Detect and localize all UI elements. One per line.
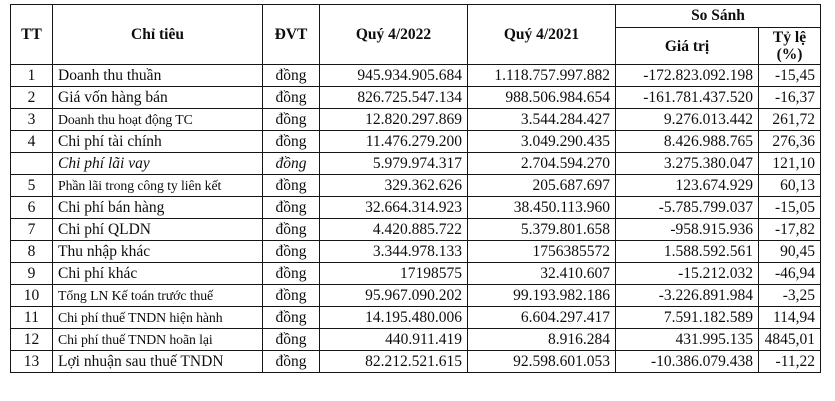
cell-tt: 11 [11, 307, 53, 329]
cell-q4-2022: 11.476.279.200 [320, 131, 468, 153]
cell-diff-value: -161.781.437.520 [616, 87, 759, 109]
cell-q4-2022: 4.420.885.722 [320, 219, 468, 241]
cell-unit: đồng [263, 175, 320, 197]
table-row [11, 329, 821, 351]
cell-indicator: Chi phí bán hàng [53, 197, 263, 219]
cell-indicator: Chi phí lãi vay [53, 153, 263, 175]
cell-tt: 8 [11, 241, 53, 263]
cell-indicator: Chi phí thuế TNDN hoãn lại [53, 329, 263, 351]
header-indicator: Chỉ tiêu [53, 5, 263, 65]
cell-unit: đồng [263, 241, 320, 263]
cell-indicator: Chi phí khác [53, 263, 263, 285]
cell-diff-value: -172.823.092.198 [616, 65, 759, 87]
cell-diff-value: -3.226.891.984 [616, 285, 759, 307]
cell-q4-2022: 82.212.521.615 [320, 351, 468, 373]
cell-q4-2021: 3.544.284.427 [468, 109, 616, 131]
cell-unit: đồng [263, 109, 320, 131]
cell-indicator: Chi phí tài chính [53, 131, 263, 153]
cell-q4-2022: 32.664.314.923 [320, 197, 468, 219]
cell-diff-value: -958.915.936 [616, 219, 759, 241]
cell-q4-2021: 1.118.757.997.882 [468, 65, 616, 87]
cell-indicator: Doanh thu hoạt động TC [53, 109, 263, 131]
table-row [11, 241, 821, 263]
cell-unit: đồng [263, 65, 320, 87]
cell-unit: đồng [263, 197, 320, 219]
cell-indicator: Chi phí thuế TNDN hiện hành [53, 307, 263, 329]
cell-unit: đồng [263, 307, 320, 329]
header-row-top [11, 5, 821, 28]
table-row [11, 307, 821, 329]
cell-tt: 13 [11, 351, 53, 373]
table-row [11, 65, 821, 87]
header-value: Giá trị [616, 28, 759, 65]
cell-tt: 1 [11, 65, 53, 87]
cell-diff-value: 123.674.929 [616, 175, 759, 197]
table-row [11, 285, 821, 307]
cell-q4-2022: 95.967.090.202 [320, 285, 468, 307]
table-row [11, 263, 821, 285]
table-row [11, 87, 821, 109]
header-ratio [759, 28, 821, 65]
cell-unit: đồng [263, 131, 320, 153]
cell-ratio: -11,22 [759, 351, 821, 373]
cell-indicator: Tổng LN Kế toán trước thuế [53, 285, 263, 307]
cell-q4-2021: 988.506.984.654 [468, 87, 616, 109]
cell-tt: 5 [11, 175, 53, 197]
cell-q4-2022: 12.820.297.869 [320, 109, 468, 131]
header-tt: TT [11, 5, 53, 65]
cell-indicator: Giá vốn hàng bán [53, 87, 263, 109]
cell-ratio: 114,94 [759, 307, 821, 329]
cell-q4-2022: 3.344.978.133 [320, 241, 468, 263]
cell-ratio: -15,05 [759, 197, 821, 219]
cell-tt [11, 153, 53, 175]
cell-q4-2022: 17198575 [320, 263, 468, 285]
cell-ratio: -3,25 [759, 285, 821, 307]
cell-q4-2021: 205.687.697 [468, 175, 616, 197]
cell-ratio: -16,37 [759, 87, 821, 109]
cell-q4-2021: 2.704.594.270 [468, 153, 616, 175]
cell-q4-2021: 6.604.297.417 [468, 307, 616, 329]
cell-q4-2021: 99.193.982.186 [468, 285, 616, 307]
cell-diff-value: 9.276.013.442 [616, 109, 759, 131]
cell-q4-2021: 5.379.801.658 [468, 219, 616, 241]
cell-tt: 12 [11, 329, 53, 351]
cell-q4-2021: 8.916.284 [468, 329, 616, 351]
cell-unit: đồng [263, 87, 320, 109]
cell-indicator: Doanh thu thuần [53, 65, 263, 87]
cell-diff-value: 8.426.988.765 [616, 131, 759, 153]
cell-ratio: 261,72 [759, 109, 821, 131]
cell-q4-2021: 3.049.290.435 [468, 131, 616, 153]
cell-diff-value: -10.386.079.438 [616, 351, 759, 373]
header-q4-2022: Quý 4/2022 [320, 5, 468, 65]
cell-q4-2022: 14.195.480.006 [320, 307, 468, 329]
cell-ratio: 276,36 [759, 131, 821, 153]
cell-q4-2022: 826.725.547.134 [320, 87, 468, 109]
cell-q4-2022: 945.934.905.684 [320, 65, 468, 87]
cell-diff-value: 431.995.135 [616, 329, 759, 351]
table-row [11, 197, 821, 219]
cell-unit: đồng [263, 329, 320, 351]
cell-diff-value: 1.588.592.561 [616, 241, 759, 263]
header-ratio-label: Tỷ lệ [772, 29, 807, 46]
cell-diff-value: 7.591.182.589 [616, 307, 759, 329]
cell-indicator: Lợi nhuận sau thuế TNDN [53, 351, 263, 373]
cell-tt: 4 [11, 131, 53, 153]
cell-q4-2021: 32.410.607 [468, 263, 616, 285]
cell-ratio: 90,45 [759, 241, 821, 263]
cell-ratio: -46,94 [759, 263, 821, 285]
cell-tt: 2 [11, 87, 53, 109]
cell-unit: đồng [263, 153, 320, 175]
cell-indicator: Phần lãi trong công ty liên kết [53, 175, 263, 197]
cell-q4-2021: 38.450.113.960 [468, 197, 616, 219]
cell-ratio: -15,45 [759, 65, 821, 87]
cell-tt: 6 [11, 197, 53, 219]
table-row [11, 131, 821, 153]
cell-ratio: -17,82 [759, 219, 821, 241]
financial-comparison-table [10, 4, 821, 373]
cell-indicator: Chi phí QLDN [53, 219, 263, 241]
cell-diff-value: -15.212.032 [616, 263, 759, 285]
header-q4-2021: Quý 4/2021 [468, 5, 616, 65]
cell-ratio: 60,13 [759, 175, 821, 197]
cell-unit: đồng [263, 351, 320, 373]
table-row [11, 351, 821, 373]
cell-tt: 10 [11, 285, 53, 307]
header-ratio-unit: (%) [776, 46, 803, 63]
cell-q4-2022: 329.362.626 [320, 175, 468, 197]
cell-diff-value: -5.785.799.037 [616, 197, 759, 219]
cell-q4-2022: 5.979.974.317 [320, 153, 468, 175]
table-row [11, 109, 821, 131]
cell-q4-2021: 92.598.601.053 [468, 351, 616, 373]
cell-unit: đồng [263, 219, 320, 241]
cell-tt: 7 [11, 219, 53, 241]
cell-ratio: 121,10 [759, 153, 821, 175]
cell-q4-2021: 1756385572 [468, 241, 616, 263]
table-body [11, 65, 821, 373]
table-row [11, 175, 821, 197]
header-unit: ĐVT [263, 5, 320, 65]
cell-ratio: 4845,01 [759, 329, 821, 351]
cell-unit: đồng [263, 285, 320, 307]
cell-diff-value: 3.275.380.047 [616, 153, 759, 175]
header-compare: So Sánh [616, 5, 821, 28]
cell-tt: 9 [11, 263, 53, 285]
cell-tt: 3 [11, 109, 53, 131]
cell-indicator: Thu nhập khác [53, 241, 263, 263]
cell-q4-2022: 440.911.419 [320, 329, 468, 351]
table-row [11, 219, 821, 241]
cell-unit: đồng [263, 263, 320, 285]
table-row [11, 153, 821, 175]
